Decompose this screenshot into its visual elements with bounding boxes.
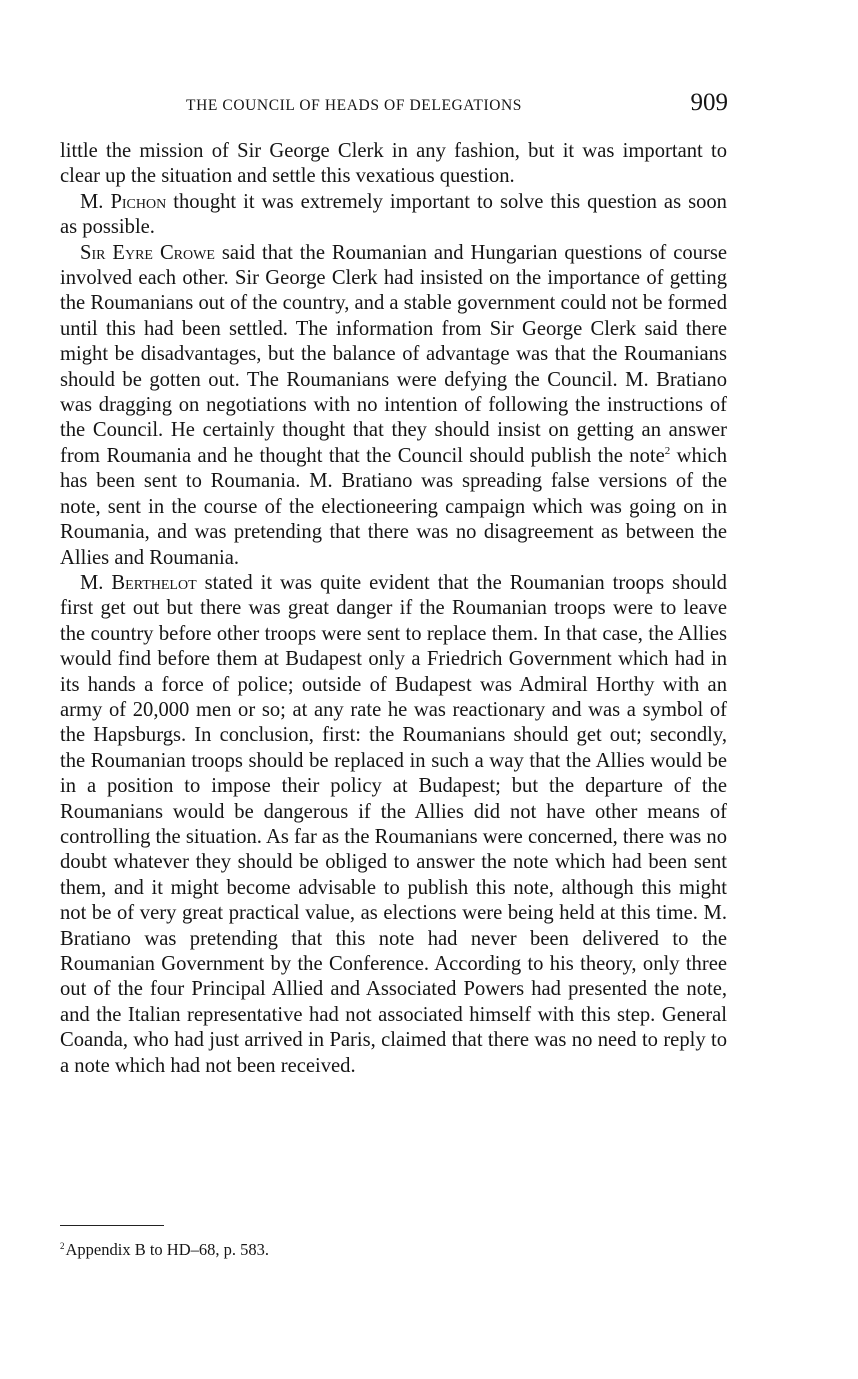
running-head-title: THE COUNCIL OF HEADS OF DELEGATIONS [186, 97, 523, 114]
paragraph-text: thought it was extremely important to solve this question as soon as possible. [60, 190, 727, 239]
footnote-text: Appendix B to HD–68, p. 583. [65, 1240, 269, 1259]
paragraph-text: said that the Roumanian and Hungarian questions of course involved each other. Sir George Clerk had insisted on the importance of getting the Roumanians out of the country, and a stable government could not be formed until this had been settled. The information from Sir George Clerk said there might be disadvantages, but the balance of advantage was that the Roumanians should be gotten out. The Roumanians were defying the Council. M. Bratiano was dragging on negotiations with no intention of following the instructions of the Council. He certainly thought that they should insist on getting an answer from Roumania and he thought that the Council should publish the note [60, 241, 727, 467]
running-head [60, 90, 728, 120]
paragraph-text: which has been sent to Roumania. M. Bratiano was spreading false versions of the note, sent in the course of the electioneering campaign which was going on in Roumania, and was pretending that there was no disagreement as between the Allies and Roumania. [60, 444, 728, 569]
paragraph-pichon [60, 190, 727, 241]
footnote-divider [60, 1225, 164, 1226]
paragraph-crowe [60, 241, 727, 571]
speaker-name: Sir Eyre Crowe [80, 241, 215, 264]
paragraph-continued [60, 139, 727, 190]
paragraph-text: little the mission of Sir George Clerk in any fashion, but it was important to clear up the situation and settle this vexatious question. [60, 140, 727, 188]
paragraph-berthelot [60, 571, 727, 1079]
footnote [60, 1240, 269, 1260]
footnote-marker: 2 [60, 1241, 65, 1251]
speaker-name: M. Pichon [80, 190, 167, 213]
page-number: 909 [690, 89, 728, 116]
speaker-name: M. Berthelot [80, 571, 197, 594]
footnote-reference: 2 [664, 444, 671, 457]
paragraph-text: stated it was quite evident that the Roumanian troops should first get out but there was great danger if the Roumanian troops were to leave the country before other troops were sent to replace them. In that case, the Allies would find before them at Budapest only a Friedrich Government which had in its hands a force of police; outside of Budapest was Admiral Horthy with an army of 20,000 men or so; at any rate he was reactionary and was a symbol of the Hapsburgs. In conclusion, first: the Roumanians should get out; secondly, the Roumanian troops should be replaced in such a way that the Allies would be in a position to impose their policy at Budapest; but the departure of the Roumanians would be dangerous if the Allies did not have other means of controlling the situation. As far as the Roumanians were concerned, there was no doubt whatever they should be obliged to answer the note which had been sent them, and it might become advisable to publish this note, although this might not be of very great practical value, as elections were being held at this time. M. Bratiano was pretending that this note had never been delivered to the Roumanian Government by the Conference. According to his theory, only three out of the four Principal Allied and Associated Powers had presented the note, and the Italian representative had not associated himself with this step. General Coanda, who had just arrived in Paris, claimed that there was no need to reply to a note which had not been received. [60, 571, 727, 1077]
body-text [60, 139, 727, 1079]
